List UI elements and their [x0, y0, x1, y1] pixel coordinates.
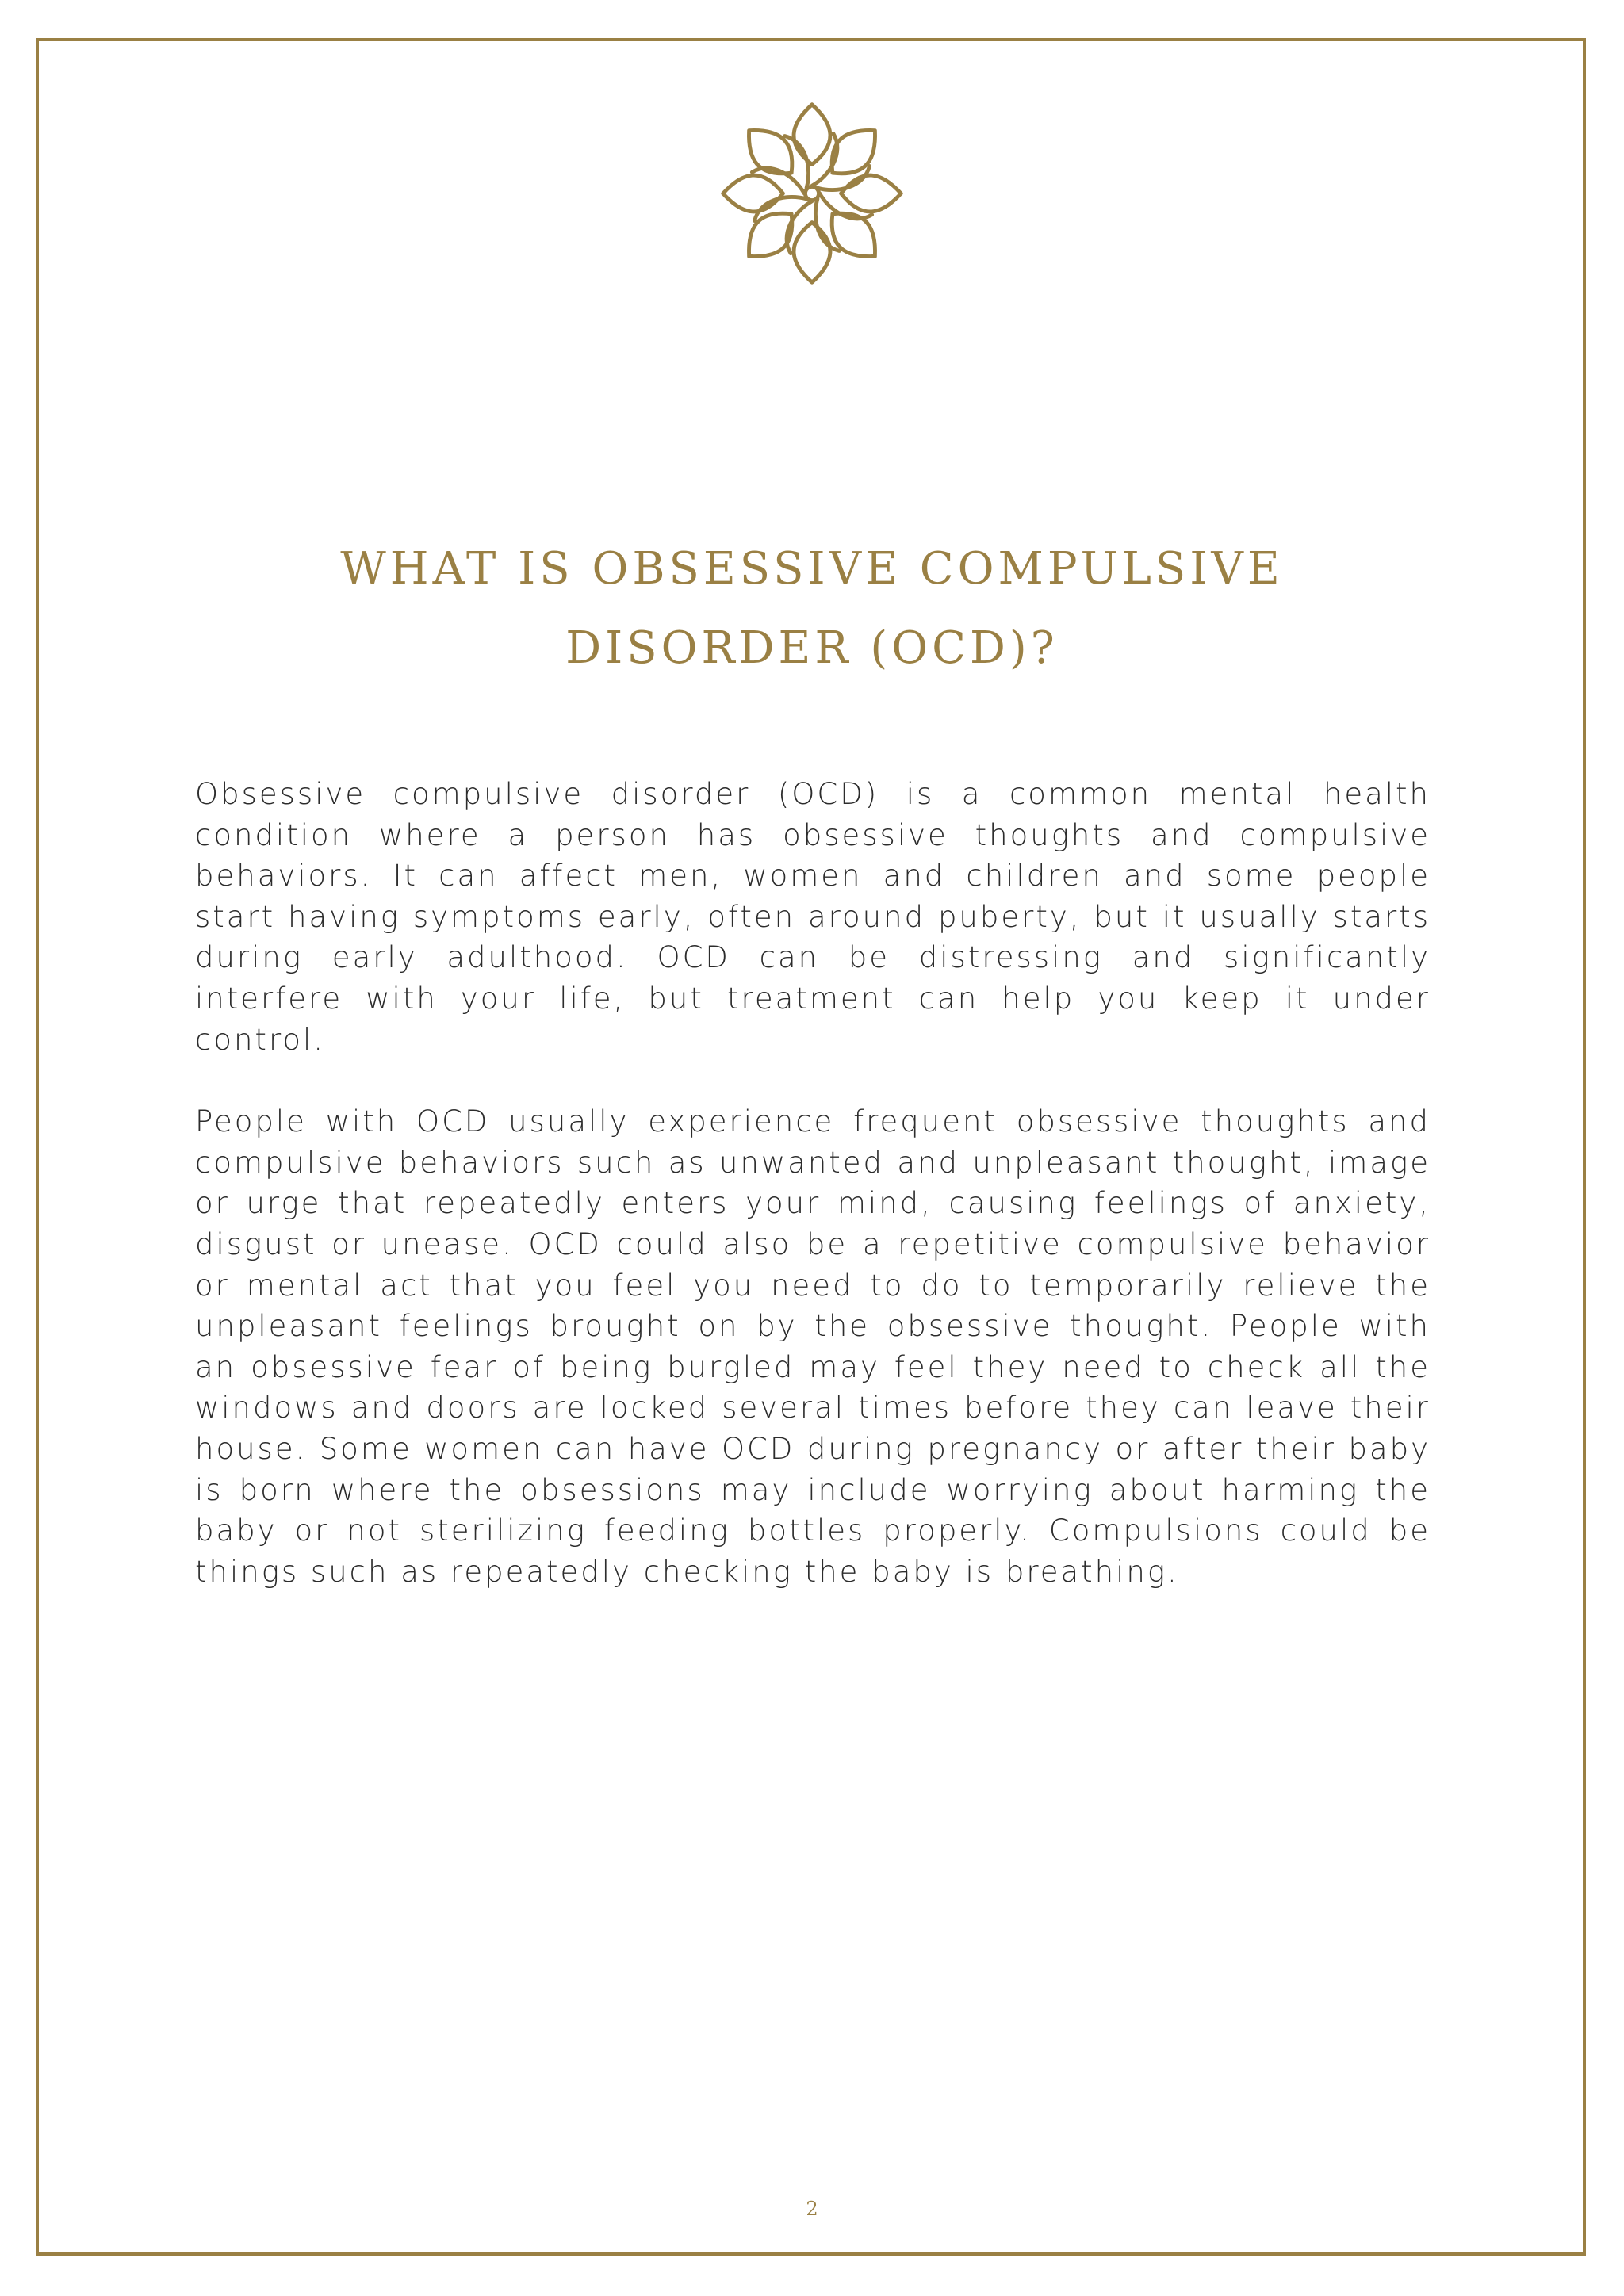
- page-number: 2: [806, 2198, 818, 2220]
- lotus-mandala-icon: [715, 97, 909, 290]
- paragraph-symptoms: People with OCD usually experience frequent obsessive thoughts and compulsive behaviors such as unwanted and unpleasant thought, image or urge that repeatedly enters your mind, causing feelings of anxiety, disgust or unease. OCD could also be a repetitive compulsive behavior or mental act that you feel you need to do to temporarily relieve the unpleasant feelings brought on by the obsessive thought. People with an obsessive fear of being burgled may feel they need to check all the windows and doors are locked several times before they can leave their house. Some women can have OCD during pregnancy or after their baby is born where the obsessions may include worrying about harming the baby or not sterilizing feeding bottles properly. Compulsions could be things such as repeatedly checking the baby is breathing.: [195, 1104, 1431, 1589]
- page-title-line-2: DISORDER (OCD)?: [565, 622, 1059, 674]
- body-text: [195, 774, 1431, 1633]
- paragraph-intro: Obsessive compulsive disorder (OCD) is a common mental health condition where a person has obsessive thoughts and compulsive behaviors. It can affect men, women and children and some people start having symptoms early, often around puberty, but it usually starts during early adulthood. OCD can be distressing and significantly interfere with your life, but treatment can help you keep it under control.: [195, 777, 1431, 1057]
- page-title-line-1: WHAT IS OBSESSIVE COMPULSIVE: [340, 543, 1284, 595]
- page-title: [0, 530, 1624, 688]
